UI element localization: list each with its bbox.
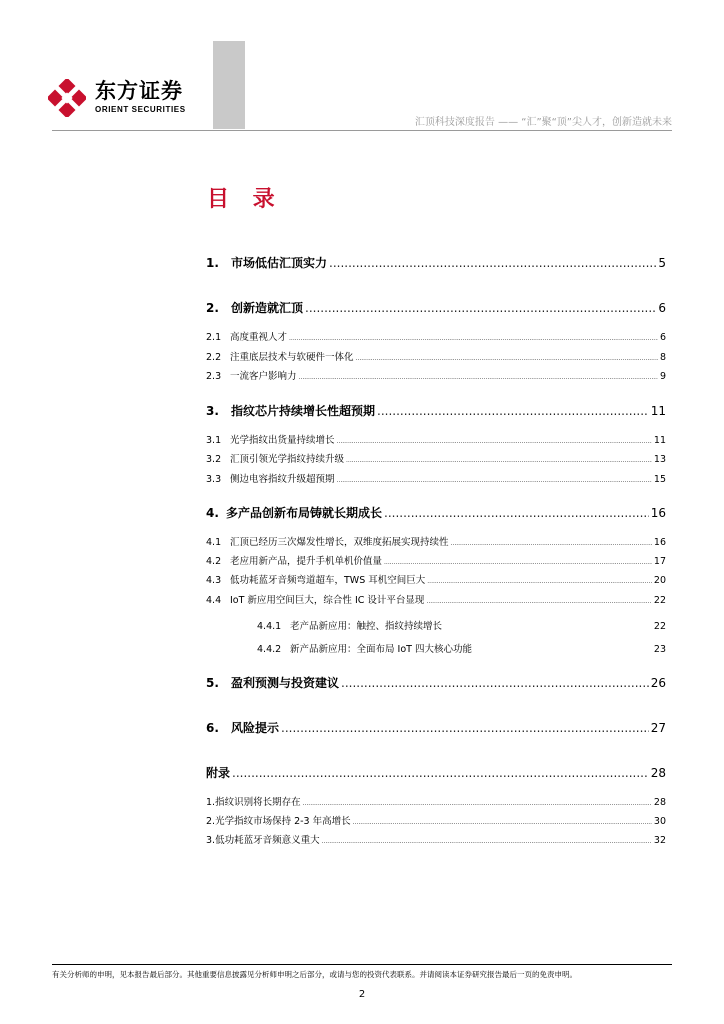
logo-chinese-name: 东方证券 xyxy=(95,79,183,103)
toc-entry-4-4[interactable]: 4.4 IoT 新应用空间巨大，综合性 IC 设计平台显现 ..... 22 xyxy=(206,592,666,606)
logo-english-name: ORIENT SECURITIES xyxy=(95,105,186,114)
toc-entry-5[interactable]: 5. 盈利预测与投资建议 ..... 26 xyxy=(206,674,666,691)
toc-entry-4-4-1[interactable]: 4.4.1 老产品新应用：触控、指纹持续增长 22 xyxy=(257,621,666,632)
toc-entry-appendix-2[interactable]: 2.光学指纹市场保持 2-3 年高增长 ..... 30 xyxy=(206,813,666,827)
toc-entry-appendix-1[interactable]: 1.指纹识别将长期存在 ..... 28 xyxy=(206,794,666,808)
toc-entry-3-2[interactable]: 3.2 汇顶引领光学指纹持续升级 ..... 13 xyxy=(206,451,666,465)
toc-entry-4-2[interactable]: 4.2 老应用新产品，提升手机单机价值量 ..... 17 xyxy=(206,553,666,567)
page-number: 2 xyxy=(358,989,366,1000)
toc-entry-2[interactable]: 2. 创新造就汇顶 ..... 6 xyxy=(206,299,666,316)
footer-divider xyxy=(52,964,672,965)
toc-entry-1[interactable]: 1. 市场低估汇顶实力 ..... 5 xyxy=(206,254,666,271)
toc-entry-4-3[interactable]: 4.3 低功耗蓝牙音频弯道超车，TWS 耳机空间巨大 ..... 20 xyxy=(206,572,666,586)
toc-entry-3[interactable]: 3. 指纹芯片持续增长性超预期 ..... 11 xyxy=(206,402,666,419)
toc-entry-4[interactable]: 4. 多产品创新布局铸就长期成长 ..... 16 xyxy=(206,504,666,521)
toc-title: 目 录 xyxy=(207,187,283,212)
toc-entry-2-3[interactable]: 2.3 一流客户影响力 ..... 9 xyxy=(206,368,666,382)
header-divider xyxy=(52,130,672,131)
footer-disclaimer: 有关分析师的申明，见本报告最后部分。其他重要信息披露见分析师申明之后部分，或请与您的投资代表联系。并请阅读本证券研究报告最后一页的免责申明。 xyxy=(52,970,577,979)
toc-entry-3-3[interactable]: 3.3 侧边电容指纹升级超预期 ..... 15 xyxy=(206,471,666,485)
report-header-title: 汇顶科技深度报告 —— “汇”聚“顶”尖人才，创新造就未来 xyxy=(414,117,672,128)
toc-entry-4-4-2[interactable]: 4.4.2 新产品新应用：全面布局 IoT 四大核心功能 23 xyxy=(257,644,666,655)
toc-entry-appendix[interactable]: 附录 ..... 28 xyxy=(206,764,666,781)
toc-entry-6[interactable]: 6. 风险提示 ..... 27 xyxy=(206,719,666,736)
header-grey-bar xyxy=(213,41,245,129)
toc-entry-4-1[interactable]: 4.1 汇顶已经历三次爆发性增长，双维度拓展实现持续性 ..... 16 xyxy=(206,534,666,548)
toc-entry-appendix-3[interactable]: 3.低功耗蓝牙音频意义重大 ..... 32 xyxy=(206,832,666,846)
toc-entry-3-1[interactable]: 3.1 光学指纹出货量持续增长 ..... 11 xyxy=(206,432,666,446)
toc-entry-2-2[interactable]: 2.2 注重底层技术与软硬件一体化 ..... 8 xyxy=(206,349,666,363)
company-logo xyxy=(48,79,208,119)
toc-entry-2-1[interactable]: 2.1 高度重视人才 ..... 6 xyxy=(206,329,666,343)
orient-logo-icon xyxy=(48,79,86,117)
